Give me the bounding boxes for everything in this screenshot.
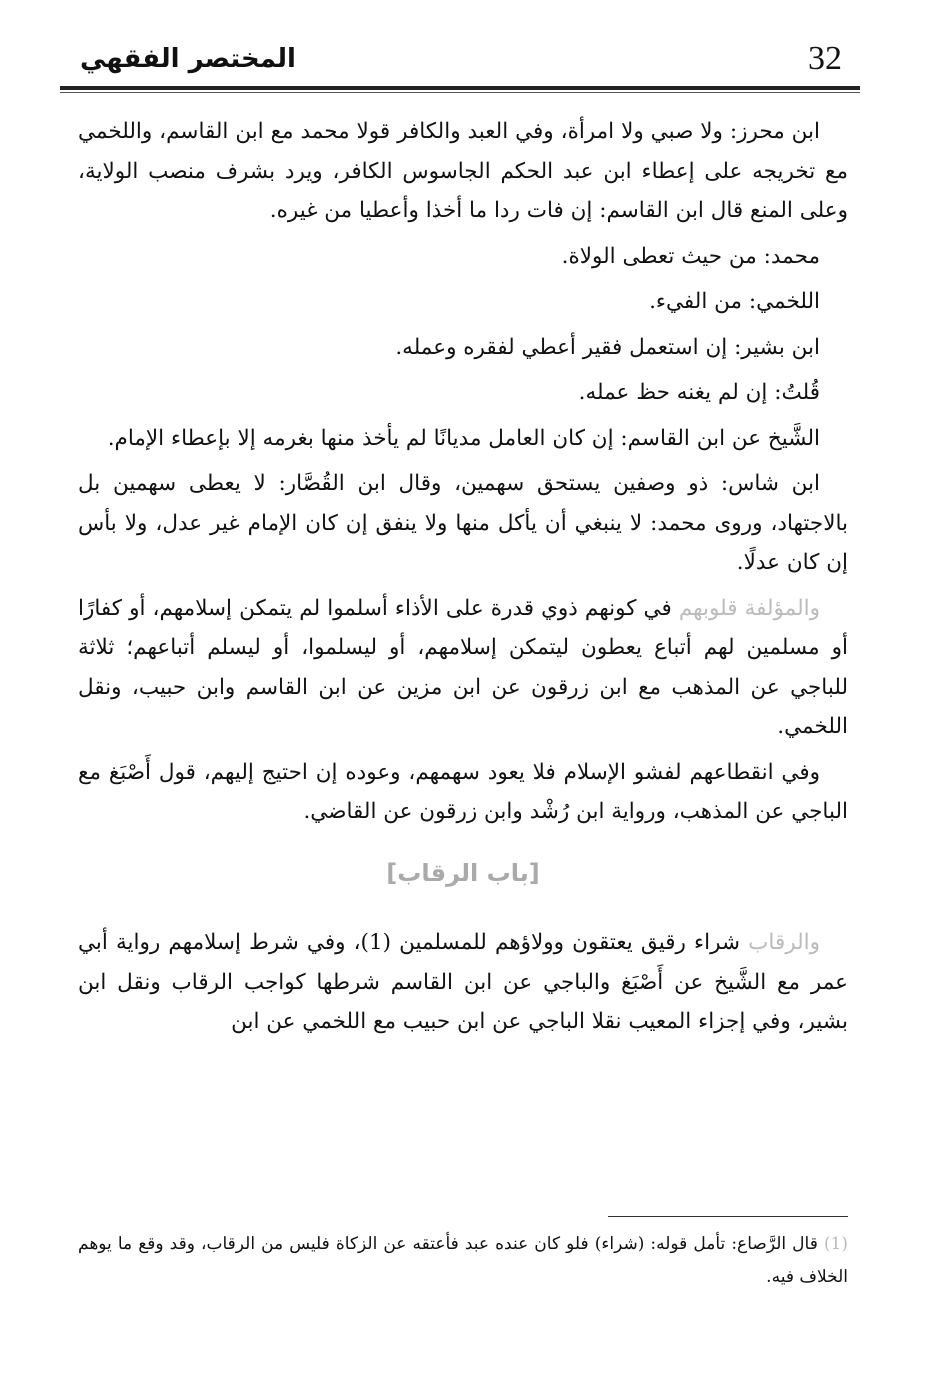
paragraph: محمد: من حيث تعطى الولاة. [561, 243, 820, 269]
paragraph [78, 589, 848, 747]
paragraph: ابن محرز: ولا صبي ولا امرأة، وفي العبد والكافر قولا محمد مع ابن القاسم، واللخمي مع تخريجه على إعطاء ابن عبد الحكم الجاسوس الكافر، ويرد بشرف منصب الولاية، وعلى المنع قال ابن القاسم: إن فات ردا ما أخذا وأعطيا من غيره. [78, 119, 848, 223]
header-rule [60, 86, 860, 90]
paragraph-body: شراء رقيق يعتقون وولاؤهم للمسلمين (1)، وفي شرط إسلامهم رواية أبي عمر مع الشَّيخ عن أَصْبَغ والباجي عن ابن القاسم شرطها كواجب الرقاب ونقل ابن بشير، وفي إجزاء المعيب نقلا الباجي عن ابن حبيب مع اللخمي عن ابن [78, 930, 848, 1034]
header-rule-thin [60, 92, 860, 93]
page-number: 32 [808, 40, 842, 77]
paragraph-body: في كونهم ذوي قدرة على الأذاء أسلموا لم يتمكن إسلامهم، أو كفارًا أو مسلمين لهم أتباع يعطون ليتمكن إسلامهم، أو ليسلموا، أو ليسلم أتباعهم؛ ثلاثة للباجي عن المذهب مع ابن زرقون عن ابن مزين عن ابن القاسم وابن حبيب، ونقل اللخمي. [78, 595, 848, 739]
paragraph: ابن شاس: ذو وصفين يستحق سهمين، وقال ابن القُصَّار: لا يعطى سهمين بل بالاجتهاد، وروى محمد: لا ينبغي أن يأكل منها ولا ينفق إن كان الإمام غير عدل، ولا بأس إن كان عدلًا. [78, 471, 848, 575]
footnote-marker: (1) [823, 1234, 849, 1254]
paragraph: ابن بشير: إن استعمل فقير أعطي لفقره وعمله. [395, 334, 820, 360]
paragraph: وفي انقطاعهم لفشو الإسلام فلا يعود سهمهم، وعوده إن احتيج إليهم، قول أَصْبَغ مع الباجي عن المذهب، ورواية ابن رُشْد وابن زرقون عن القاضي. [78, 759, 848, 824]
paragraph-lead: والمؤلفة قلوبهم [678, 595, 820, 621]
paragraph: الشَّيخ عن ابن القاسم: إن كان العامل مديانًا لم يأخذ منها بغرمه إلا بإعطاء الإمام. [107, 425, 820, 451]
footnotes [78, 1228, 848, 1294]
paragraph [78, 923, 848, 1042]
page-header [60, 30, 860, 90]
footnote-rule [608, 1216, 848, 1217]
paragraph: قُلتُ: إن لم يغنه حظ عمله. [578, 380, 820, 405]
running-title: المختصر الفقهي [80, 44, 296, 74]
section-title: [باب الرقاب] [386, 858, 540, 887]
body-text [78, 112, 848, 1048]
footnote-text: قال الرَّصاع: تأمل قوله: (شراء) فلو كان عنده عبد فأعتقه عن الزكاة فليس من الرقاب، وقد وقع ما يوهم الخلاف فيه. [78, 1234, 848, 1287]
paragraph-lead: والرقاب [748, 930, 820, 955]
paragraph: اللخمي: من الفيء. [649, 289, 820, 314]
